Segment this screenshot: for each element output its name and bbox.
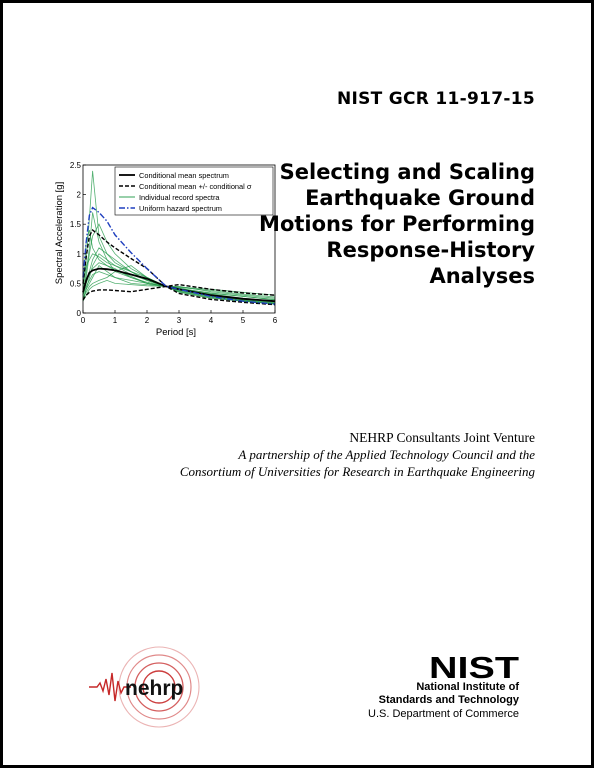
report-number: NIST GCR 11-917-15 — [336, 89, 535, 109]
nist-org-line-2: Standards and Technology — [378, 694, 519, 706]
publisher-desc-line-2: Consortium of Universities for Research in Earthquake Engineering — [179, 464, 535, 479]
publisher-desc-line-1: A partnership of the Applied Technology Council and the — [238, 447, 535, 462]
x-tick-label: 2 — [144, 316, 150, 325]
legend-label: Uniform hazard spectrum — [139, 203, 222, 213]
publisher-name: NEHRP Consultants Joint Venture — [349, 430, 535, 445]
title-line-5: Analyses — [429, 264, 535, 288]
nehrp-logo-icon — [87, 643, 207, 728]
nist-org-line-1: National Institute of — [416, 681, 519, 693]
y-tick-label: 2.5 — [69, 161, 81, 170]
legend-label: Conditional mean spectrum — [139, 170, 229, 180]
nist-department: U.S. Department of Commerce — [368, 708, 519, 720]
title-line-3: Motions for Performing — [259, 212, 535, 236]
legend-label: Individual record spectra — [139, 192, 220, 202]
nist-logo-text: NIST — [429, 651, 519, 681]
publisher-block — [75, 429, 535, 480]
x-tick-label: 5 — [240, 316, 246, 325]
x-tick-label: 6 — [272, 316, 278, 325]
report-title — [235, 159, 535, 289]
x-tick-label: 0 — [80, 316, 86, 325]
y-tick-label: 0 — [76, 309, 81, 318]
nist-logo — [427, 651, 519, 681]
x-axis-label: Period [s] — [155, 327, 197, 338]
y-axis-label: Spectral Acceleration [g] — [54, 181, 65, 285]
nist-block — [368, 651, 519, 721]
title-line-4: Response-History — [326, 238, 535, 262]
x-tick-label: 3 — [176, 316, 182, 325]
y-tick-label: 1.5 — [69, 220, 81, 230]
y-tick-label: 2 — [76, 190, 81, 200]
title-line-2: Earthquake Ground — [305, 186, 535, 210]
legend-label: Conditional mean +/- conditional σ — [139, 181, 252, 191]
x-tick-label: 1 — [112, 316, 118, 325]
x-tick-label: 4 — [208, 316, 214, 325]
y-tick-label: 1 — [76, 249, 81, 259]
y-tick-label: 0.5 — [69, 279, 81, 289]
nehrp-logo-text: nehrp — [125, 677, 184, 700]
title-line-1: Selecting and Scaling — [279, 160, 535, 184]
nehrp-logo — [87, 643, 207, 728]
